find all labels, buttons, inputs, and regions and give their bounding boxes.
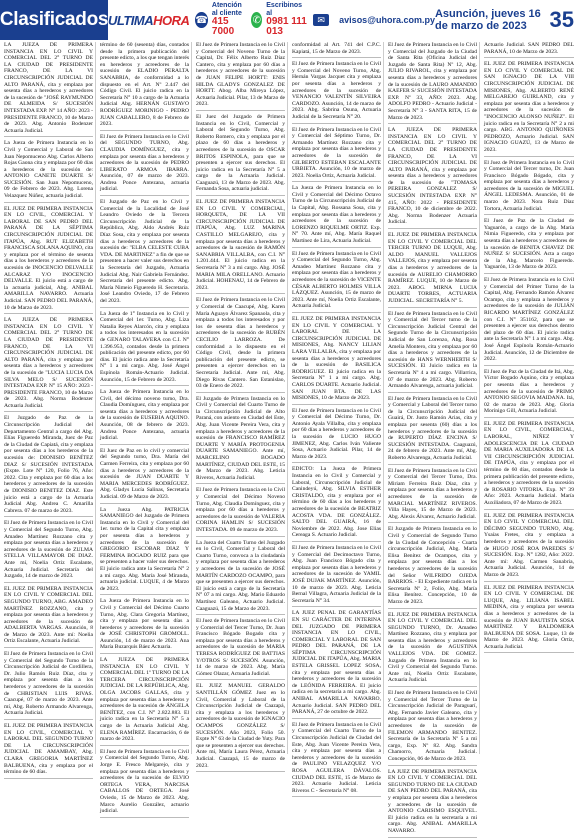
whatsapp-contact: [251, 2, 307, 38]
legal-notice: El Juez de Paz de la Ciudad de Itá, Abg. Víctor Bogado Aquino, cita y emplaza por sesenta días a herederos y acreedores de la sucesión de PRIMO ANTONIO SEGOVIA MAIDANA. Itá, 02 de marzo de 2023. Abg. Gloria Morínigo Gill, Actuaria Judicial.: [484, 369, 574, 418]
legal-notice: El Juez de Primera Instancia en lo Civil y Comercial del Juzgado de la Ciudad de Santa Rita (Oficina Judicial del Juzgado de Santa Rita) Nº 12, Abg. JULIO RIVAROL, cita y emplaza por sesenta días a herederos y acreedores de la sucesión de LAURO AMANDIO KAEFER S/ SUCESIÓN INTESTADA EXP. Nº 33, AÑO: 2023. Abg. ADOLFO PEDRO - Actuario Judicial - Secretaría N° 3 - SANTA RITA, 15 de Marzo de 2023.: [388, 42, 477, 124]
legal-notice: El Juez de Primera Instancia en lo Civil y Comercial del Tercer Turno de la Circunscripción Judicial de Paraguarí, Abg. Fernando Javier Galeano, cita y emplaza por sesenta días a herederos y acreedores de la sucesión de FILEMON ARMANDO BENITEZ. Secretaría de la Secretaría Nº 5 a mi cargo, Exp. Nº 82. Abg. Sandra Chamorro, Actuaria Judicial. Concepción, 06 de Marzo de 2023.: [388, 690, 477, 766]
legal-notice: El Juez de Primera Instancia en lo Civil y Comercial del Segundo Turno, Abg. Amadeo Martínez Rozzano cita y emplaza por sesenta días a herederos y acreedores de la sucesión de VICENTE CÉSAR ALBERTO HOLMES VILLA LÁZQUEZ. Asunción, 15 de marzo de 2023. Ante mí, Noelia Ortiz Escalante, Actuaria Judicial.: [292, 251, 381, 313]
legal-notice: EL JUEZ DE PRIMERA INSTANCIA EN LO CIVIL, COMERCIAL Y LABORAL DE SAN PEDRO DEL PARANÁ DE LA SÉPTIMA CIRCUNSCRIPCIÓN JUDICIAL DE ITAPÚA, Abg. RUT ELIZABETH FRANCISCA SOLANA AQUINO, cita y emplaza por el término de sesenta días a los herederos y acreedores de la sucesión de INOCENCIO DELVALLE ALCARAZ Y/O INOCENCIO DELVALLE. El juicio está a cargo de la actuaria judicial, Abg. ANIBAL AMARILLA NAVARRO. Actuaria Judicial. SAN PEDRO DEL PARANÁ, 10 de Marzo de 2023.: [4, 206, 93, 315]
legal-notice: La Jueza de Primera Instancia en lo Civil, del décimo noveno turno, Dra. Claudia Domínguez, cita y emplaza por sesenta días a herederos y acreedores de la sucesión de EUSEBIA AQUINO. Asunción, 08 de febrero de 2023. Andrea Ponce Antezana, actuaria judicial.: [100, 389, 189, 445]
legal-notice: Actuario Judicial. SAN PEDRO DEL PARANÁ, 10 de Marzo de 2023.: [484, 42, 574, 58]
whatsapp-number: 0981 111 013: [266, 15, 307, 38]
column-6: [484, 42, 576, 754]
legal-notice: La Jueza de Primera Instancia en lo Civil y Comercial del Décimo Octavo Turno de la Circunscripción Judicial de la Capital, Abg. Rossana Sosa, cita y emplaza por sesenta días a herederos y acreedores de la sucesión de LORENZO RIQUELME ORTIZ. Exp. N° 70. Ante mí, Abg. María Raquel Martínez de Lira, Actuaria Judicial.: [292, 185, 381, 247]
legal-notice: EL JUEZ DE PRIMERA INSTANCIA EN LO CIVIL Y COMERCIAL, HORQUETA, DE LA VII CIRCUNSCRIPCIÓN JUDICIAL DE ITAPÚA, Abg. LUZ MARINA CASTILLO MELGAREJO, cita y emplaza por sesenta días a herederos y acreedores de la sucesión de RAMÓN SANABRIA VILLALBA, con C.I. N° 1.201.444. El juicio radica en la Secretaría N° 3 a mi cargo. Abg. JOSÉ MARIA MILA ORELLANO. Actuario Judicial. HOHENAU, 14 de Febrero de 2023.: [196, 199, 285, 294]
legal-notice: El Juez de Primera Instancia en lo Civil y Comercial del Séptimo Turno, Dr. Armando Martínez Rozzano cita y emplaza por sesenta días a herederos y acreedores de la sucesión de GILBERTO ESTEBAN ESCALANTE URBIETA. Asunción, 10 de marzo de 2023. Noelia Ortiz, Actuaria Judicial.: [292, 127, 381, 183]
legal-notice: EL JUEZ DE PRIMERA INSTANCIA EN LO CIVIL Y COMERCIAL DEL DÉCIMO SEGUNDO TURNO, Abg. Ysaías Fretes, cita y emplaza a herederos y acreedores de la sucesión de HUGO JOSÉ ROA PAREDES S/ SUCESIÓN. Exp. N° 1282, Año: 2022. Ante mí: Abg. Carmen Sanabria, Actuaria Judicial. Asunción, 14 de Marzo de 2023.: [484, 513, 574, 582]
column-1: [4, 42, 96, 776]
legal-notice: EL JUEZ DE PRIMERA INSTANCIA EN LO CIVIL, COMERCIAL, LABORAL, NIÑEZ Y ADOLESCENCIA DE LA CIUDAD DE MARIA AUXILIADORA DE LA VII CIRCUNSCRIPCIÓN JUDICIAL DE ITAPÚA, cita y emplaza por el término de 60 días, contados desde la primera publicación del presente edicto, a herederos y acreedores de la sucesión de ROSARIO VITORIA. Exp. N° 39 Año: 2023. Actuaria Judicial. María Auxiliadora, 07 de Marzo de 2023.: [484, 421, 574, 510]
legal-notice: El Juez de Paz en lo civil y comercial del Segundo turno, Dra. María del Carmen Ferreira, cita y emplaza por 60 días a herederos y acreedores de la sucesión de JUAN DUARTE Y MARIA MERCEDES RODRÍGUEZ. Abg. Gladys Lucía Salinas, Secretaria Judicial. 09 de Marzo de 2023.: [100, 448, 189, 504]
legal-notice: La Jueza de 1° Instancia en lo Civil y Comercial del 1er. Turno, Abg. Liza Natalia Reyes Alarcón, cita y emplaza a todos los interesados en la sucesión de GENARO TALAVERA con C.I. N° 1.396.953, contados desde la primera publicación del presente edicto, por 60 días. El juicio radica ante la Secretaría N° 1 a mi cargo. Abg. José Ángel Espínola Román-Actuario Judicial. Asunción, 15 de Febrero de 2023.: [100, 311, 189, 387]
column-2: [100, 42, 192, 815]
classified-columns: [4, 42, 576, 834]
legal-notice: El Juzgado de Primera Instancia en lo Civil y Comercial del Cuarto Turno de la Circunscripción Judicial de Alto Paraná, con asiento en Ciudad del Este, Abg. Juan Vicente Pereira Vera, cita y emplaza a herederos y acreedores de la sucesión de FRANCISCO RAMÍREZ DUARTE Y MARÍA PROTOGENIA DUARTE SAMANIEGO. Ante mí, MARCELINO BOGADO MARTÍNEZ, CIUDAD DEL ESTE, 15 de Marzo de 2023. Abg. Leticia Riveros, Actuaria Judicial.: [196, 396, 285, 485]
legal-notice: El Juez de Primera Instancia en lo Civil y Comercial del Tercer turno de la Circunscripción Judicial Central del Segundo Turno de la Circunscripción Judicial de San Lorenzo, Abg. Rosa Amelia Montero, cita y emplaza por 60 días a herederos y acreedores de la sucesión de HANS WERNHERTH S/ SUCESIÓN. El Juicio radica en la Secretaría Nº 4 a mi cargo. Villarrica, 07 de marzo de 2023. Abg. Roberto Armando Alvarenga, actuaria judicial.: [388, 311, 477, 393]
legal-notice: El Juez de Primera Instancia en lo Civil y Comercial de Caacupé, Abg. Karen María Aguayo Álvarez Spanaola, cita y emplaza a todos los interesados y por los de sesenta días a herederos y acreedores de la sucesión de RUBÉN CECILIO LARROZA. De conformidad a lo dispuesto en el Código Civil, desde la primera publicación del presente edicto, se presenten a ejercer derechos en la Secretaría Judicial. Ante mí, Abg. Diego Rivas Cantero. San Estanislao, 03 de Enero de 2022.: [196, 297, 285, 392]
mail-icon: ✉: [313, 14, 329, 26]
logo-text: ULTIMA: [108, 12, 154, 28]
legal-notice: EL JUEZ DE PRIMERA INSTANCIA EN LO CIVIL Y COMERCIAL DEL TERCER TURNO DE LUQUE, Abg. ALDO MANUEL VALLEJOS VALLEJOS, cita y emplaza por sesenta días a herederos y acreedores de la sucesión de AURELIO CHAMORRO RAMÍREZ. LUQUE, 10 de Marzo de 2023. ABOG. MIRNA LUCIA DUARTE TORRES, ACTUARIA JUDICIAL. SECRETARÍA N° 5.: [388, 232, 477, 308]
legal-notice: EL JUEZ DE PRIMERA INSTANCIA EN LO CIVIL, COMERCIAL Y LABORAL DEL SEGUNDO TURNO DE LA CIRCUNSCRIPCIÓN JUDICIAL DE AMAMBAY, Abg. CLARA GREGORIA MARTÍNEZ BALBUENA, cita y emplaza por el término de 60 días.: [4, 723, 93, 779]
legal-notice: EL JUEZ MANUEL GERALDO SANTILLÁN GÓMEZ Juez en lo Civil, Comercial y Laboral de la Circunscripción Judicial de Caazapá, cita y emplaza a los herederos y acreedores de la sucesión de IGNACIO OCAMPOS GONZÁLEZ S/ SUCESIÓN. Año 2023, Folio 50. Expte N° 63 de la Ciudad de Yuty. Para que se presenten a ejercer sus derechos. Ante mí, María Laura Pérez, Actuaria Judicial. Caazapá, 15 de marzo de 2023.: [196, 683, 285, 772]
legal-notice: El Juez de Primera Instancia en lo Civil y Comercial del Primer Turno de la Capital, Abg. Fernando Ramón Álvarez Ocampo, cita y emplaza a herederos y acreedores de la sucesión de JULIÁN RICARDO MARTÍNEZ GONZÁLEZ con C.I. N° 351162, para que se presenten a ejercer sus derechos dentro del plazo de 60 días. El juicio radica ante la Secretaría N° 1 a mi cargo. Abg. José Ángel Espínola Román-Actuario Judicial. Asunción, 12 de Diciembre de 2022.: [484, 277, 574, 366]
legal-notice: conformidad al Art. 741 del C.P.C. Kapiatá, 15 de Marzo de 2023.: [292, 42, 381, 58]
legal-notice: El Juzgado de Paz en lo Civil y Comercial de la Localidad de José Leandro Oviedo de la Tercera Circunscripción Judicial de la República, Abg. Aldo Andrés Ruiz Díaz Sosa, cita y emplaza por sesenta días a herederos y acreedores de la sucesión de: "ELBA CELESTE CUBA VDA. DE MARTINEZ" a fin de que se presenten a hacer valer sus derechos en la Secretaría del Juzgado, Actuaria Judicial Abg. Nair Gabriela Fernández. Secretaría del presente edicto. Abg. María Nimeio Figueredo H. Secretaria. José Leandro Oviedo, 17 de Febrero del 2023.: [100, 199, 189, 308]
phone-icon: ☎: [195, 12, 207, 28]
legal-notice: EL JUEZ DE PRIMERA INSTANCIA EN LO CIVIL Y COMERCIAL DEL SEGUNDO TURNO, Dr. Amadeo Martínez Rozzano, cita y emplaza por sesenta días a herederos y acreedores de la sucesión de AGUSTINA VALLEJOS VDA. DE GOMEZ. Juzgado de Primera Instancia en lo Civil y Comercial del Segundo Turno. Ante mí, Noelia Ortiz Escalante, Actuaria Judicial.: [388, 612, 477, 688]
column-3: [196, 42, 288, 769]
phone-label: Atención al cliente: [211, 2, 242, 17]
legal-notice: La Jueza de Primera Instancia en lo Civil y Comercial del Décimo Cuarto Turno, Abg. Clara Gregoria Martínez, cita y emplaza por sesenta días a herederos y acreedores de la sucesión de JOSÉ CHRISTOPH GROMOLL. Asunción, 14 de marzo de 2023. Ana María Buzarquis Báez Actuaria.: [100, 598, 189, 654]
legal-notice: El Juez de Primera Instancia en lo Civil del SEGUNDO TURNO, Abg. CLAUDIA DOMÍNGUEZ, cita y emplaza por sesenta días a herederos y acreedores de la sucesión de PEDRO LIBERATO ARMOA IBARRA. Asunción, 07 de marzo de 2023. Andrea Ponce Antezana, actuaria judicial.: [100, 134, 189, 196]
legal-notice: El Juzgado de Paz de la Circunscripción Judicial del Departamento Central a cargo del Abg. Elías Figueredo Miranda, Juez de Paz de la Ciudad de Capiatá, cita y emplaza por sesenta días a los herederos de la sucesión de: DIONISIO BENÍTEZ DIAZ S/ SUCESIÓN INTESTADA (Expte. Lote N° 120, Folio 76, Año: 2022. Cita y emplaza por 60 días a los herederos y acreedores de la sucesión de DIONISIO BENITEZ DIAZ. Este juicio está a cargo de la Actuaria Judicial Abg. Andrea C. Amarilla Cabrera. 07 de marzo de 2023.: [4, 415, 93, 517]
legal-notice: La Jueza del Cuarto Turno del Juzgado en lo Civil, Comercial y Laboral del Cuarto Turno, convoca a la ciudadanía y emplaza por sesenta días a herederos y acreedores de la sucesión de JOSÉ MARTÍN CARDOZO OCAMPO, para que se presenten a ejercer sus derechos. El juicio está a cargo de la Secretaría N° 07 a mi cargo. Abg. Mario Eduardo Martínez Galeano, Actuario Judicial. Caaguazú, 15 de Marzo de 2023.: [196, 540, 285, 616]
whatsapp-label: Escribinos al: [266, 2, 303, 17]
legal-notice: LA JUEZA DE PRIMERA INSTANCIA EN LO CIVIL Y COMERCIAL DEL 1º TURNO DE LA TERCERA CIRCUNSCRIPCIÓN JUDICIAL DE LA REPÚBLICA, Abg. OLGA JACOBS GALLAS, cita y emplaza por sesenta días a herederos y acreedores de la sucesión de ÁNGELA BENÍTEZ, con C.I. N° 2.822.883. El juicio radica en la Secretaría N° 5 a cargo de la Actuaria Judicial Abg. ELENA RAMÍREZ. Encarnación, 6 de marzo de 2023.: [100, 657, 189, 746]
page-header: [0, 0, 580, 40]
legal-notice: El Juez de Primera Instancia en lo Civil y Comercial del Tercer turno, Dr. Juan Francisco Bógado Bógado, cita y emplaza por sesenta días a herederos y acreedores de la sucesión de MIGUEL ÁNGEL LEDESMA. Asunción, 01 de marzo de 2023. Nora Ruiz Díaz Tortora, Actuaria Judicial.: [484, 160, 574, 216]
customer-service-contact: [195, 2, 245, 38]
legal-notice: El Juez de Primera Instancia en lo Civil y Comercial del Décimo Noveno Turno, Abg. Claudia Domínguez, cita y emplaza por 60 días a herederos y acreedores de la sucesión de VALERIA CORINA HAMLIN S/ SUCESIÓN INTESTADA. 09 de marzo de 2023.: [196, 487, 285, 536]
section-title: Clasificados: [0, 0, 108, 40]
legal-notice: El Juez de Primera Instancia en lo Civil y Comercial del Cuarto Turno de la Circunscripción Judicial de Ciudad del Este, Abg. Juan Vicente Pereira Vera, cita y emplaza por sesenta días a herederos y acreedores de la sucesión de PAULINO VELAZQUEZ Y/O ROSA AGUILERA DÁVALOS. CIUDAD DEL ESTE, 15 de Marzo de 2023. Actuario Judicial. Leticia Riveros C - Secretaría N° 08.: [292, 722, 381, 798]
legal-notice: El Juez de Primera Instancia en lo Civil y Comercial del Segundo Turno, Abg. Amadeo Martínez Rozzano cita y emplaza por sesenta días a herederos y acreedores de la sucesión de ZULMA STELLA VILLAMAYOR DE DIAZ. Ante mí, Noelia Ortiz Escalante, Actuaria Judicial. Secretaría del Juzgado, 14 de marzo de 2023.: [4, 520, 93, 582]
logo-accent-text: HORA: [153, 12, 190, 28]
legal-notice: El Juez de Primera Instancia en lo Civil y Comercial y Laboral del Tercer turno de la Circunscripción Judicial del Guairá, Dr. Justo Ramón Arias, cita y emplaza por sesenta (60) días a los herederos y acreedores de la sucesión de RUPERTO DÍAZ ENCINA S/ SUCESIÓN INTESTADA. Caaguazú, 24 de febrero de 2023. Ante mí, Abg. Roberto Alvarenga, Actuaria Judicial.: [388, 396, 477, 465]
legal-notice: EL JUEZ DE PRIMERA INSTANCIA EN LO CIVIL Y COMERCIAL Y LABORAL DE LA CIRCUNSCRIPCIÓN JUDICIAL DE MISIONES, Abg. NANCY LILIAN LARA VILLALBA, cita y emplaza por sesenta días a herederos y acreedores de la sucesión de BASILICA RODRIGUEZ. El juicio radica en la Secretaría N° 1 a mi cargo. Abg. CARLOS DUARTE. Actuario Judicial. SAN JUAN BTA. DE LAS MISIONES, 10 de Marzo de 2023.: [292, 316, 381, 405]
legal-notice: EL JUEZ DE PRIMERA INSTANCIA EN LO CIVIL Y COMERCIAL DEL SEGUNDO TURNO, ABG. AMADEO MARTÍNEZ ROZZANO, cita y emplaza por sesenta días a herederos y acreedores de la sucesión de ADALBERTA VARGAS. Asunción, 8 de Marzo de 2023. Ante mí: Noelia Ortiz Escalante, Actuaria Judicial.: [4, 586, 93, 648]
legal-notice: LA JUEZA DE PRIMERA INSTANCIA EN LO CIVIL Y COMERCIAL DEL 2° TURNO DE LA CIUDAD DE PRESIDENTE FRANCO, DE LA VI CIRCUNSCRIPCIÓN JUDICIAL DE ALTO PARANÁ, cita y emplaza por sesenta días a herederos y acreedores de la sucesión de "JOSÉ RAYMUNDO DE ALMEIDA S/ SUCESIÓN INTESTADA EXP. N° 14 AÑO: 2023 - PRESIDENTE FRANCO, 10 de Marzo de 2023. Abg. Antonio Bodenzer Actuaria Judicial.: [4, 42, 93, 137]
legal-notice: El Juez de Paz de la Ciudad de Yaguarón, a cargo de la Abg. María Nimia Figueredo, cita y emplaza por sesenta días a herederos y acreedores de la sucesión de BENITA CHAVEZ DE NUÑEZ S/ SUCESIÓN. Acta a cargo de la Abg. Marcelo Figueredo. Yaguarón, 13 de Marzo de 2023.: [484, 218, 574, 274]
phone-number: 415 7000: [211, 15, 235, 38]
legal-notice: El Juzgado de Primera Instancia en lo Civil y Comercial de Segundo Turno de la Ciudad de Concepción - Cuarta circunscripción Judicial, Abg. María Elisa Benítez de Ocampos, cita y emplaza por sesenta días a los herederos y acreedores de la sucesión del Señor WILFRIDO OJEDA BARRIOS. - El Expediente radica en la Secretaría Nº 2, Folio, Abg. María Elisa Benítez. Concepción, 10 de Marzo de 2023.: [388, 526, 477, 608]
legal-notice: El Juez de Primera Instancia en lo Civil y Comercial del Décimo Turno, Dr. Antonio Ayala Villalba, cita y emplaza por 60 días a herederos y acreedores de la sucesión de LUCIO HUGO JIMENEZ, Abg. Carlos Iván Valiente Sosa, Actuario Judicial. Pilar, 14 de Marzo de 2023.: [292, 408, 381, 464]
legal-notice: EL JUEZ DE PRIMERA INSTANCIA EN LO CIVIL Y COMERCIAL DE LUQUE, Abg. LILIANA ISABEL MEDINA, cita y emplaza por sesenta días a herederos y acreedores de la sucesión de JUAN BAUTISTA SOSA MARTÍNEZ Y BALDOMERA BALBUENA DE SOSA. Luque, 13 de Marzo de 2023. Abg. Gloria Ortiz, Actuaria Judicial.: [484, 585, 574, 654]
issue-date: Asunción, jueves 16 de marzo de 2023: [434, 8, 541, 32]
column-4: [292, 42, 384, 794]
newspaper-logo: [108, 0, 189, 40]
legal-notice: LA JUEZA DE PRIMERA INSTANCIA EN LO CIVIL Y COMERCIAL DEL 2° TURNO DE LA CIUDAD DE PRESIDENTE FRANCO, DE LA VI CIRCUNSCRIPCIÓN JUDICIAL DE ALTO PARANÁ, cita y emplaza por sesenta días a herederos y acreedores de la sucesión de "LUCIA LUCIA DA SILVA MELO S/ SUCESIÓN INTESTADA EXP. N° 15 AÑO: 2023 - PRESIDENTE FRANCO, 10 de Marzo de 2023. Abg. Norma Bodenzer Actuaria Judicial.: [4, 317, 93, 412]
legal-notice: El Juez de Primera Instancia en lo Civil y Comercial del Segundo Turno, Abg. Jorge E. Fresco Melgarejo, cita y emplaza por sesenta días a herederos y acreedores de la sucesión de ELVIO ORTEGA VERA, NARCISA CABALLOS DE ORTEGA. José Oviedo, 15 de Marzo de 2023. Abg. Marco Aurelio González, actuario judicial.: [100, 749, 189, 818]
legal-notice: EL JUEZ DE PRIMERA INSTANCIA EN LO CIVIL Y COMERCIAL DE SAN IGNACIO DE LA VIII CIRCUNSCRIPCIÓN JUDICIAL DE MISIONES, Abg. ALBERTO RENÉ MELGAREJO GUIRLAND, cita y emplaza por sesenta días a herederos y acreedores de la sucesión de "INOCENCIO ALONSO NUÑEZ". El juicio radica en la Secretaría N° 2 a mi cargo. ABG. ANTONIO QUIÑONES PEDROZO, Actuario Judicial. SAN IGNACIO GUAZÚ, 13 de Marzo de 2023.: [484, 61, 574, 156]
legal-notice: LA JUEZ PENAL DE GARANTÍAS EN SU CARÁCTER DE INTERINA DEL JUZGADO DE PRIMERA INSTANCIA EN LO CIVIL, COMERCIAL Y LABORAL DE SAN PEDRO DEL PARANÁ, DE LA SÉPTIMA CIRCUNSCRIPCIÓN JUDICIAL DE ITAPÚA, Abg. MARIA ESTELA GRISSEL LOPEZ SOSA, cita y emplaza por sesenta días a herederos y acreedores de la sucesión de LEÓNIDA FERREIRA. El juicio radica en la secretaría a mi cargo. Abg. ANIBAL AMARILLA NAVARRO, Actuario Judicial. SAN PEDRO DEL PARANÁ, 27 de octubre de 2022.: [292, 610, 381, 719]
legal-notice: término de 60 (sesenta) días, contados desde la primera publicación del presente edicto, a los que tengan interés en herederos y acreedores de la sucesión de ELADIO PERALTA SANABRIA, de conformidad a lo dispuesto en el Art. Nº 2.447 del Código Civil. El juicio radica en la Secretaría N° 10 a cargo de la Actuaria Judicial Abg. HERNÁN GUSTAVO RODRÍGUEZ MORINIGO - PEDRO JUAN CABALLERO, 8 de Febrero de 2023.: [100, 42, 189, 131]
legal-notice: La Jueza Abg. PATRICIA SAMANIEGO del Juzgado de Primera Instancia en lo Civil y Comercial del 1er. turno de la Capital cita y emplaza por sesenta días a herederos y acreedores de la sucesión de GREGORIO ESCOBAR DIAZ Y FERMINA BOGADO RUIZ para que se presenten a hacer valer sus derechos. El juicio radica ante la Secretaría N° 2 a mi cargo. Abg. María José Miranda, actuaria judicial. LUQUE, 4 de Marzo de 2023.: [100, 507, 189, 596]
legal-notice: El Juez de Primera Instancia en lo Civil y Comercial del Noveno Turno, Abg. Hernán Vargas Jacquet cita y emplaza por sesenta días a herederos y acreedores de la sucesión de VENANCIO VALENTÍN SILVEIRA CARDOZO. Asunción, 14 de marzo de 2023. Abg. Sabrina Osuna, Actuaria Judicial de la Secretaría N° 20.: [292, 61, 381, 123]
legal-notice: El Juez del Juzgado de Primera Instancia en lo Civil, Comercial y Laboral del Segundo Turno, Abg. Roberto Romero, cita y emplaza por el plazo de 60 días a herederos y acreedores de la sucesión de OSCAR BRITOS ESPINOLA, para que se presenten a ejercer sus derechos. El juicio radica en la Secretaría N° 5 a cargo de la Actuaria Judicial. Caaguazú, 13 de Marzo de 2023. Abg. Fernanda Sosa, actuaria judicial.: [196, 114, 285, 196]
legal-notice: EDICTO: La Jueza de Primera Instancia en lo Civil y Comercial y Laboral, Circunscripción Judicial de Canindeyú, Abg. SILVIA ESTHER CRISTALDO, cita y emplaza por el término de 60 días a los herederos y acreedores de la sucesión de BEATRIZ ACOSTA VDA. DE GONZÁLEZ. SALTO DEL GUAIRÁ, 16 de Noviembre de 2022. Abg. Jose Elias Cereaga S. Actuario Judicial.: [292, 466, 381, 542]
legal-notice: El Juez de Primera Instancia en lo Civil y Comercial del Tercer Turno, Dr. Juan Francisco Bógado Bogado cita y emplaza por sesenta días a herederos y acreedores de la sucesión de MARIA TERESA RODRÍGUEZ DE BATTIAS Y/OTROS S/ SUCESIÓN. Asunción, 14 de marzo de 2023. Abg. María Gómez Olazar, Actuaria Judicial.: [196, 618, 285, 680]
page-number: 35: [549, 7, 574, 32]
legal-notice: LA JUEZ DE PRIMERA INSTANCIA EN LO CIVIL Y COMERCIAL DEL SEGUNDO TURNO DE LA CIUDAD DE SAN PEDRO DEL PARANÁ, cita y emplaza por sesenta días a herederos y acreedores de la sucesión de ANTONIO CARISIMO ESQUIVEL. El juicio radica en la secretaría a mi cargo. Abg. ANIBAL AMARILLA NAVARRO.: [388, 769, 477, 838]
legal-notice: El Juez de Primera Instancia en lo Civil y Comercial del Tercer Turno, Dra. Miriam Ferreira Ruiz Díaz, cita y emplaza por sesenta días a herederos y acreedores de la sucesión de MARCIAL MARTÍNEZ RIVEROS. Villa Hayes, 15 de Marzo de 2023. Abg. Alexis Álvarez, Actuario Judicial.: [388, 468, 477, 524]
email-contact: [313, 14, 435, 26]
legal-notice: El Juez de Primera Instancia en lo Civil y Comercial del Decimoctavo Turno, Abg. Juan Francisco Bógado cita y emplaza por sesenta días a herederos y acreedores de la sucesión de YAMIL JOSÉ DUJAK MARTÍNEZ. Asunción, 10 de marzo de 2023. Abg. Leticia Bernal Villagra, Actuaria Judicial de la Secretaría N° 34.: [292, 545, 381, 607]
legal-notice: LA JUEZA DE PRIMERA INSTANCIA EN LO CIVIL Y COMERCIAL DEL 2° TURNO DE LA CIUDAD DE PRESIDENTE FRANCO, DE LA VI CIRCUNSCRIPCIÓN JUDICIAL DE ALTO PARANÁ, cita y emplaza por sesenta días a herederos y acreedores de la sucesión de "TOMASA PEREIRA GONZALEZ S/ SUCESIÓN INTESTADA EXP. N° 415, AÑO: 2022 - PRESIDENTE FRANCO, 10 de diciembre de 2022. Abg. Norma Bodenzer Actuaria Judicial.: [388, 127, 477, 229]
email-address: avisos@uhora.com.py: [339, 15, 435, 25]
whatsapp-icon: ✆: [251, 12, 262, 28]
legal-notice: El Juez de Primera Instancia en lo Civil y Comercial del Noveno Turno de la Capital, Dr. Félix Alberto Ruiz Díaz Cantero, cita y emplaza por 60 días a herederos y acreedores de la sucesión de JUAN FELIPE HORTT: ENIS HILDA GLADYS GONZALEZ DE HORTT. Abog. Alba Mireya López, Actuaria Judicial. Pilar, 13 de Marzo de 2023.: [196, 42, 285, 111]
legal-notice: La Jueza de Primera Instancia en lo Civil y Comercial y Laboral de San Juan Nepomuceno Abg. Carlos Alberto Rojas Gaona cita y emplaza por 60 días a herederos de la sucesión de: ANTONIO CANETE DUARTE S/ SUCESIÓN. San Juan Nepomuceno, 09 de Febrero de 2023. Abg. Lorena Velazquez Núñez, actuaria judicial.: [4, 140, 93, 202]
legal-notice: El Juez de Primera Instancia en lo Civil y Comercial del Segundo Turno de la Circunscripción Judicial de Cordillera, Dr. Julio Ramón Ruiz Díaz, cita y emplaza por sesenta días a los herederos y acreedores de la sucesión de CHRISTIAN LUIS RIVAS. Caacupé, 07 de marzo de 2023. Ante mí, Abg. Roberto Armando Alvarenga, Actuaria Judicial.: [4, 651, 93, 720]
column-5: [388, 42, 480, 834]
